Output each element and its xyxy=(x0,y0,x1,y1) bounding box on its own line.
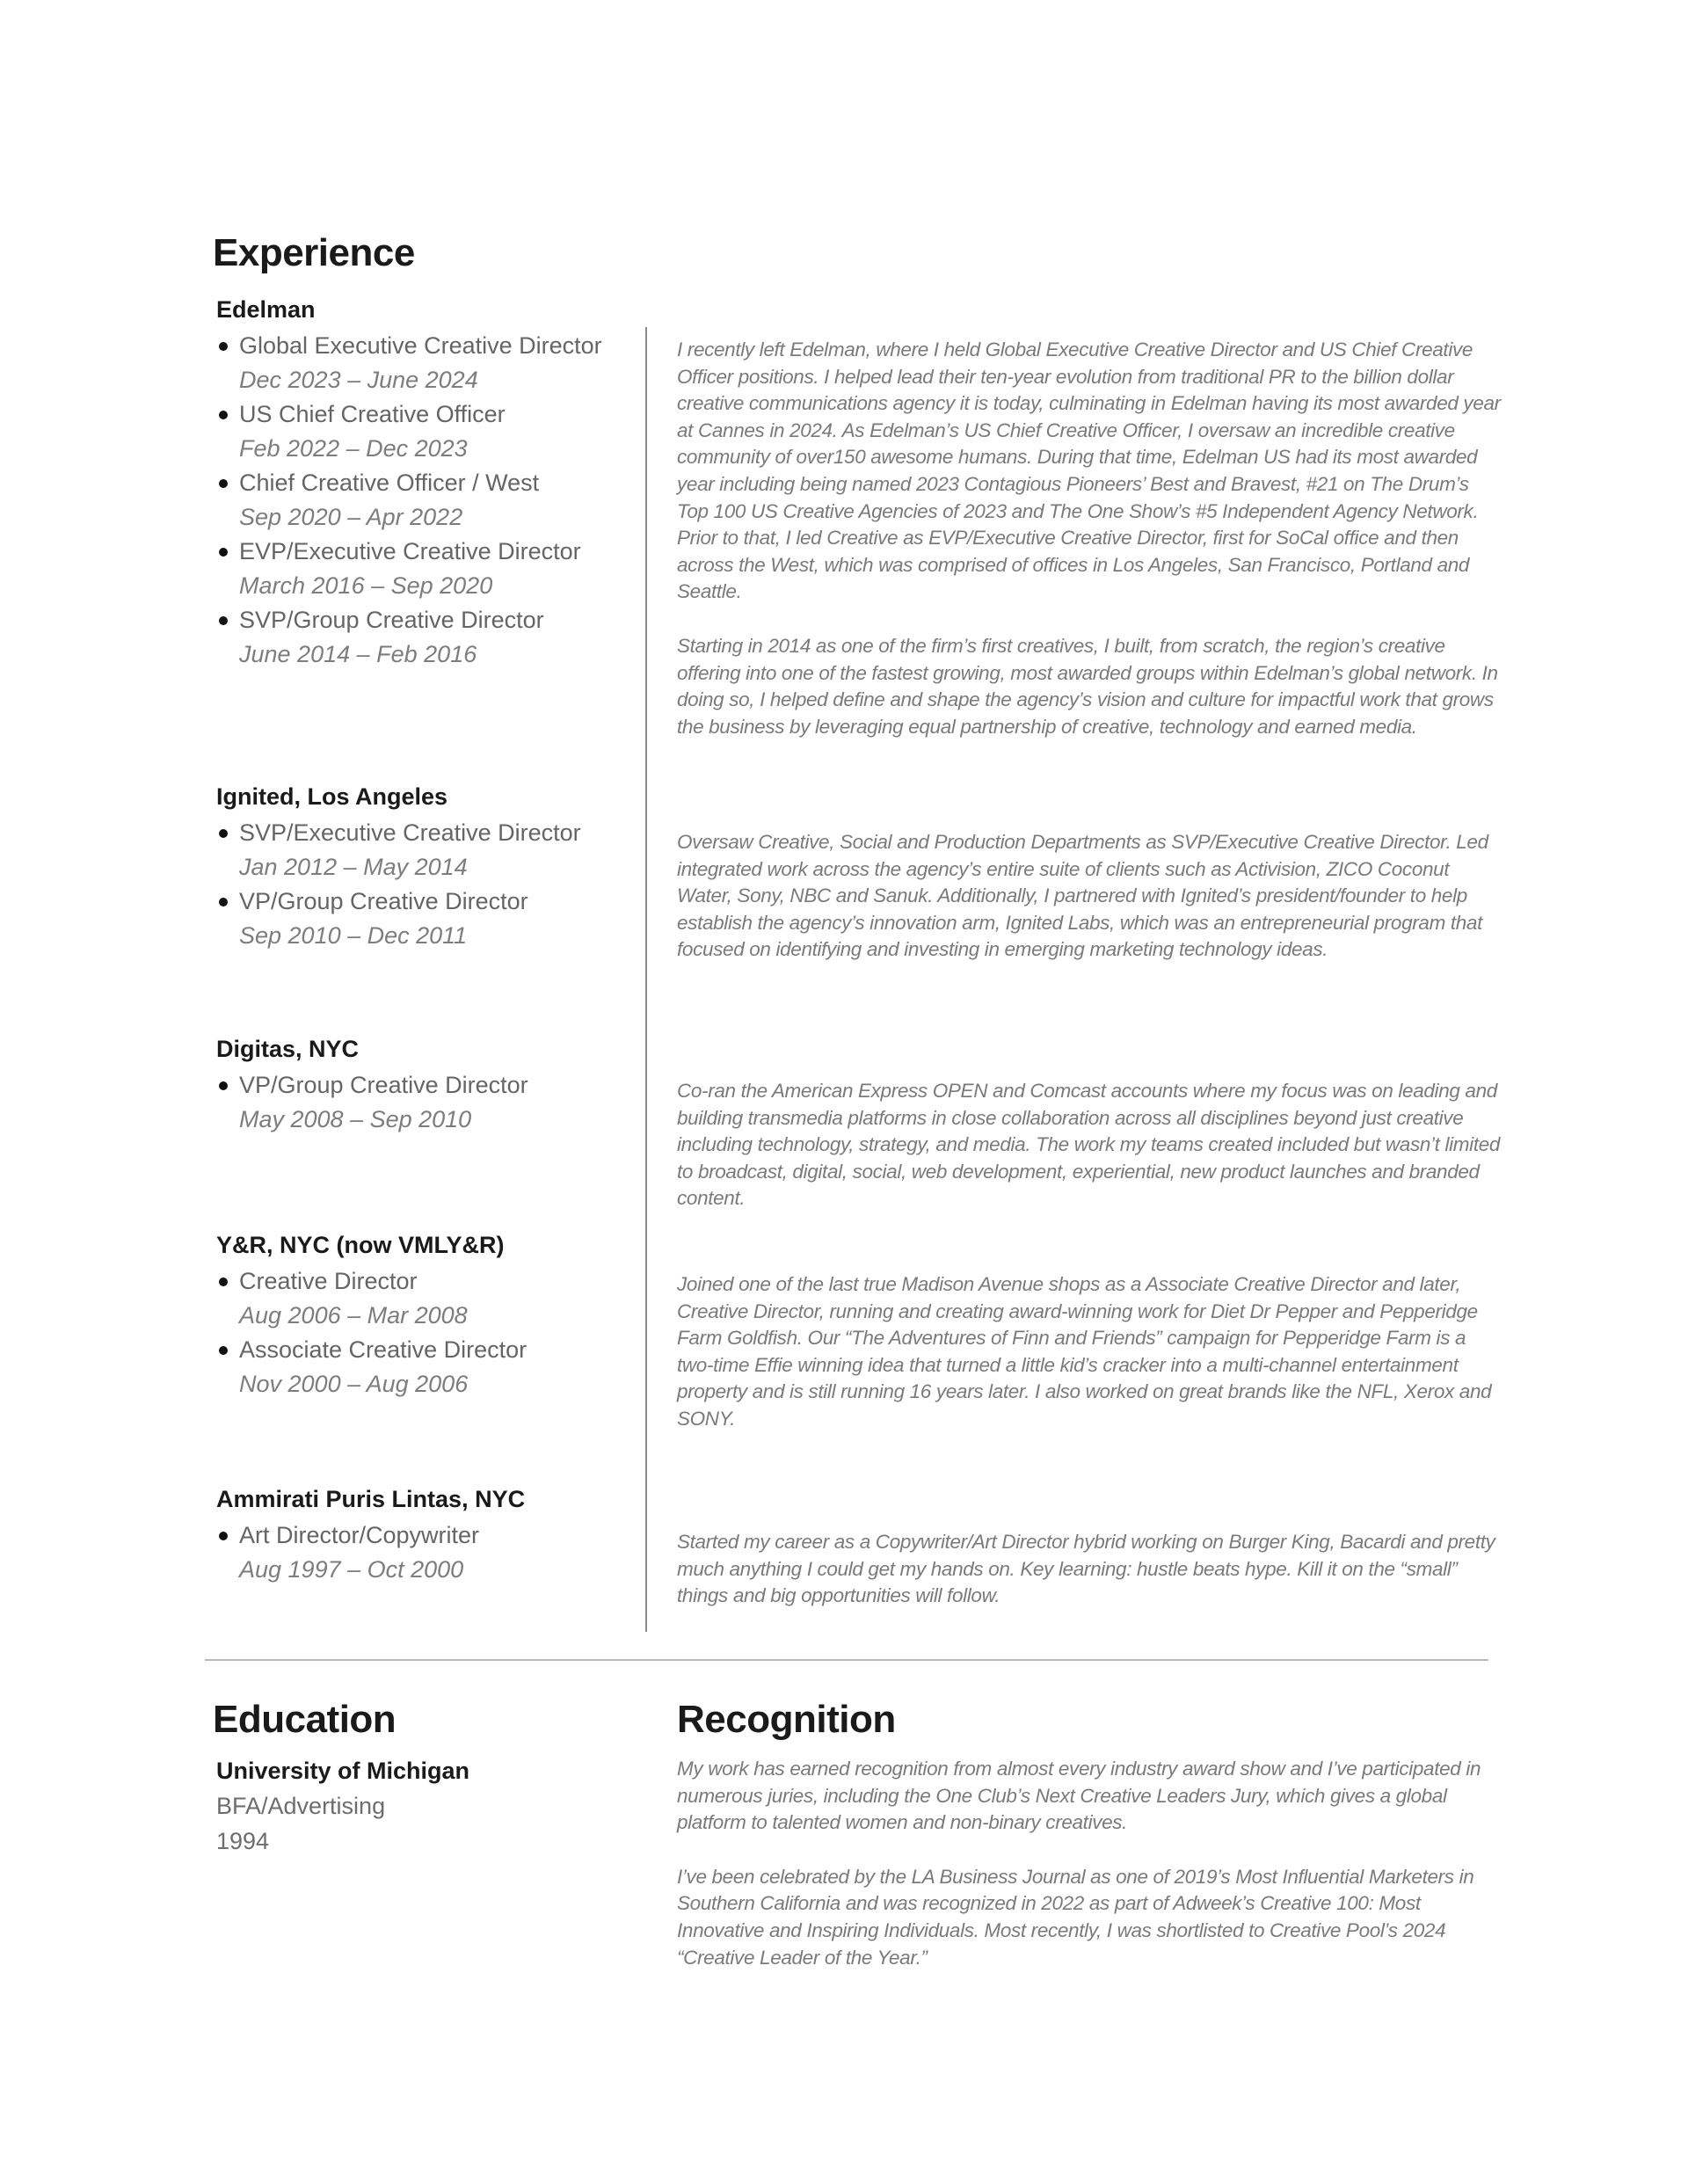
role-item xyxy=(216,1333,629,1401)
role-item xyxy=(216,603,629,672)
job-digitas xyxy=(216,1033,629,1137)
job-description xyxy=(677,337,1503,740)
role-dates: Sep 2020 – Apr 2022 xyxy=(239,504,463,530)
education-block xyxy=(216,1753,629,1859)
description-paragraph: I recently left Edelman, where I held Global Executive Creative Director and US Chief Creative Officer positions. I helped lead their ten-year evolution from traditional PR to the billion dollar creative communications agency it is today, culminating in Edelman having its most awarded year at Cannes in 2024. As Edelman’s US Chief Creative Officer, I oversaw an incredible creative community of over150 awesome humans. During that time, Edelman US had its most awarded year including being named 2023 Contagious Pioneers’ Best and Bravest, #21 on The Drum’s Top 100 US Creative Agencies of 2023 and The One Show’s #5 Independent Agency Network. Prior to that, I led Creative as EVP/Executive Creative Director, first for SoCal office and then across the West, which was comprised of offices in Los Angeles, San Francisco, Portland and Seattle. xyxy=(677,339,1501,603)
bullet-icon xyxy=(219,479,228,488)
bullet-icon xyxy=(219,1346,228,1355)
role-title: EVP/Executive Creative Director xyxy=(239,538,581,564)
role-dates: Aug 1997 – Oct 2000 xyxy=(239,1556,464,1583)
education-degree: BFA/Advertising xyxy=(216,1793,386,1819)
job-description xyxy=(677,829,1503,964)
job-description xyxy=(677,1271,1503,1433)
bullet-icon xyxy=(219,1532,228,1540)
job-description xyxy=(677,1078,1503,1212)
role-item xyxy=(216,535,629,603)
recognition-block xyxy=(677,1756,1503,1971)
description-paragraph: Joined one of the last true Madison Avenue shops as a Associate Creative Director and later, Creative Director, running and creating award-winning work for Diet Dr Pepper and Pepperidge Farm Goldfish. Our “The Adventures of Finn and Friends” campaign for Pepperidge Farm is a two-time Effie winning idea that turned a little kid’s cracker into a multi-channel entertainment property and is still running 16 years later. I also worked on great brands like the NFL, Xerox and SONY. xyxy=(677,1273,1492,1430)
description-paragraph: Oversaw Creative, Social and Production Departments as SVP/Executive Creative Director. Led integrated work across the agency’s entire suite of clients such as Activision, ZICO Coconut Water, Sony, NBC and Sanuk. Additionally, I partnered with Ignited’s president/founder to help establish the agency’s innovation arm, Ignited Labs, which was an entrepreneurial program that focused on identifying and investing in emerging marketing technology ideas. xyxy=(677,831,1488,961)
education-heading: Education xyxy=(213,1698,397,1741)
role-dates: Feb 2022 – Dec 2023 xyxy=(239,435,468,462)
role-title: Art Director/Copywriter xyxy=(239,1522,480,1548)
role-title: Creative Director xyxy=(239,1268,418,1294)
bullet-icon xyxy=(219,1278,228,1286)
role-title: SVP/Group Creative Director xyxy=(239,607,544,633)
education-year: 1994 xyxy=(216,1828,270,1854)
role-item xyxy=(216,885,629,953)
role-item xyxy=(216,329,629,397)
bullet-icon xyxy=(219,342,228,351)
bullet-icon xyxy=(219,548,228,557)
role-title: Global Executive Creative Director xyxy=(239,332,602,359)
description-paragraph: Co-ran the American Express OPEN and Comcast accounts where my focus was on leading and building transmedia platforms in close collaboration across all disciplines beyond just creative including technology, strategy, and media. The work my teams created included but wasn’t limited to broadcast, digital, social, web development, experiential, new product launches and branded content. xyxy=(677,1080,1501,1210)
role-item xyxy=(216,466,629,535)
role-dates: Jan 2012 – May 2014 xyxy=(239,854,468,880)
experience-heading: Experience xyxy=(213,231,415,274)
role-title: VP/Group Creative Director xyxy=(239,1072,528,1098)
role-title: SVP/Executive Creative Director xyxy=(239,819,581,846)
description-paragraph: Started my career as a Copywriter/Art Director hybrid working on Burger King, Bacardi and pretty much anything I could get my hands on. Key learning: hustle beats hype. Kill it on the “small” things and big opportunities will follow. xyxy=(677,1531,1495,1607)
role-dates: Dec 2023 – June 2024 xyxy=(239,367,478,393)
company-name: Ignited, Los Angeles xyxy=(216,783,448,810)
role-item xyxy=(216,1518,629,1587)
job-description xyxy=(677,1529,1503,1610)
bullet-icon xyxy=(219,1081,228,1090)
role-dates: Sep 2010 – Dec 2011 xyxy=(239,922,468,949)
company-name: Ammirati Puris Lintas, NYC xyxy=(216,1486,526,1512)
role-dates: Aug 2006 – Mar 2008 xyxy=(239,1302,468,1329)
role-dates: May 2008 – Sep 2010 xyxy=(239,1106,472,1132)
role-title: US Chief Creative Officer xyxy=(239,401,506,427)
role-item xyxy=(216,816,629,885)
role-title: Associate Creative Director xyxy=(239,1336,528,1363)
job-ammirati xyxy=(216,1483,629,1587)
bullet-icon xyxy=(219,898,228,906)
company-name: Edelman xyxy=(216,296,316,323)
role-item xyxy=(216,397,629,466)
role-dates: June 2014 – Feb 2016 xyxy=(239,641,477,667)
section-divider xyxy=(205,1659,1488,1661)
recognition-paragraph: My work has earned recognition from almost every industry award show and I’ve participated in numerous juries, including the One Club’s Next Creative Leaders Jury, which gives a global platform to talented women and non-binary creatives. xyxy=(677,1758,1481,1834)
role-item xyxy=(216,1068,629,1137)
role-title: Chief Creative Officer / West xyxy=(239,470,540,496)
bullet-icon xyxy=(219,411,228,419)
role-dates: Nov 2000 – Aug 2006 xyxy=(239,1371,469,1397)
recognition-paragraph: I’ve been celebrated by the LA Business Journal as one of 2019’s Most Influential Marketers in Southern California and was recognized in 2022 as part of Adweek’s Creative 100: Most Innovative and Inspiring Individuals. Most recently, I was shortlisted to Creative Pool’s 2024 “Creative Leader of the Year.” xyxy=(677,1865,1474,1969)
role-item xyxy=(216,1264,629,1333)
job-yr xyxy=(216,1229,629,1401)
description-paragraph: Starting in 2014 as one of the firm’s first creatives, I built, from scratch, the region’s creative offering into one of the fastest growing, most awarded groups within Edelman’s global network. In doing so, I helped define and shape the agency’s vision and culture for impactful work that grows the business by leveraging equal partnership of creative, technology and earned media. xyxy=(677,634,1498,738)
recognition-heading: Recognition xyxy=(677,1698,896,1741)
job-ignited xyxy=(216,781,629,953)
company-name: Digitas, NYC xyxy=(216,1036,360,1062)
education-school: University of Michigan xyxy=(216,1758,470,1784)
bullet-icon xyxy=(219,616,228,625)
company-name: Y&R, NYC (now VMLY&R) xyxy=(216,1232,505,1258)
role-title: VP/Group Creative Director xyxy=(239,888,528,914)
role-dates: March 2016 – Sep 2020 xyxy=(239,572,493,599)
bullet-icon xyxy=(219,829,228,838)
job-edelman xyxy=(216,294,629,672)
column-divider xyxy=(645,327,647,1632)
